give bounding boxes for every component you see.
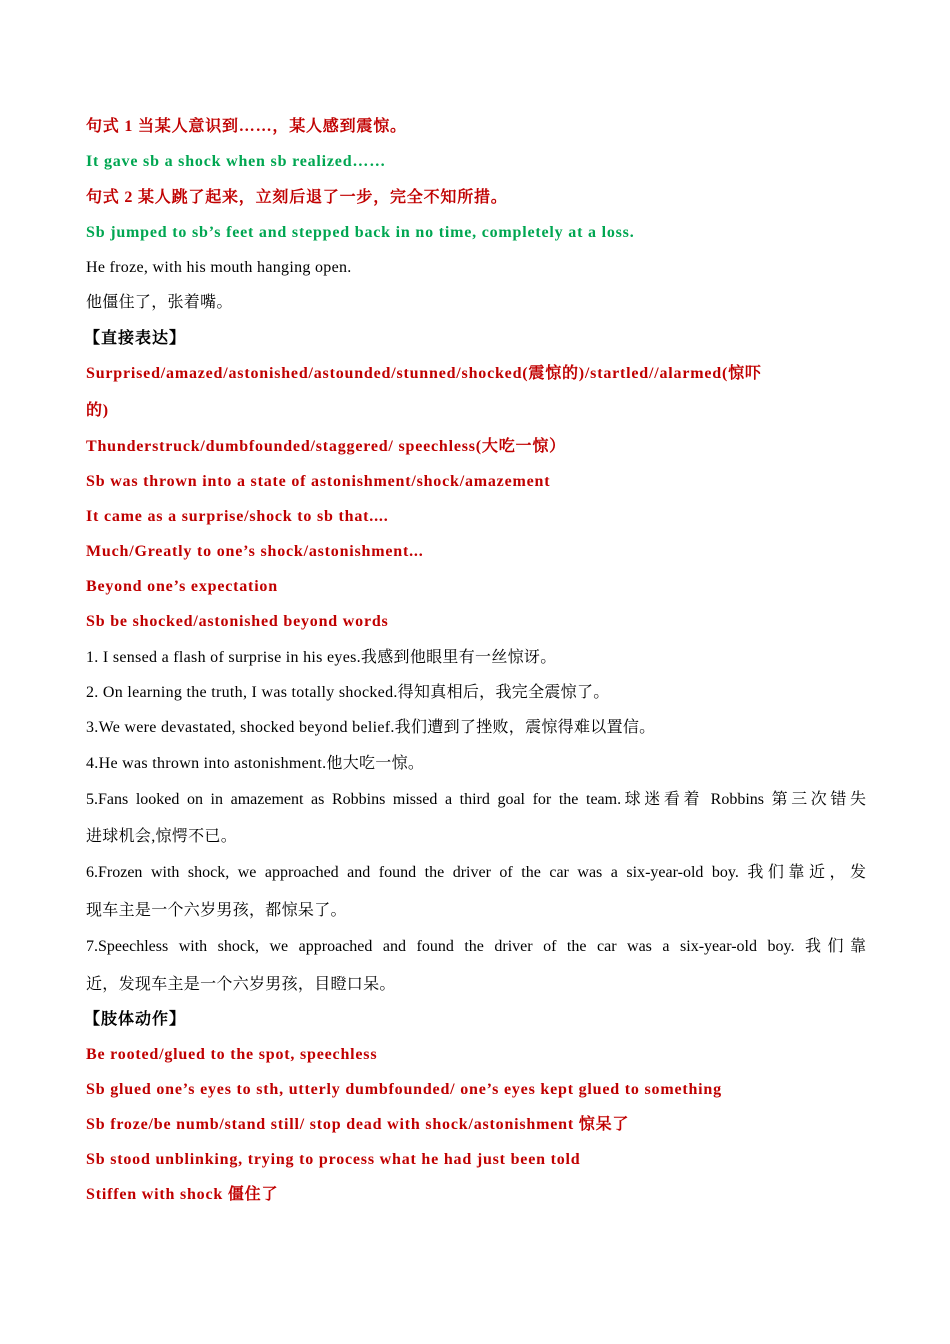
body-action-line: Be rooted/glued to the spot, speechless <box>86 1046 378 1063</box>
body-action-line: Sb glued one’s eyes to sth, utterly dumbfounded/ one’s eyes kept glued to something <box>86 1081 722 1098</box>
direct-expression-line: Much/Greatly to one’s shock/astonishment... <box>86 543 424 560</box>
direct-expression-line: Thunderstruck/dumbfounded/staggered/ speechless(大吃一惊） <box>86 438 566 455</box>
example-sentence: 1. I sensed a flash of surprise in his eyes.我感到他眼里有一丝惊讶。 <box>86 649 557 666</box>
direct-expression-line: It came as a surprise/shock to sb that.... <box>86 508 389 525</box>
example-sentence: 7.Speechless with shock, we approached and found the driver of the car was a six-year-old boy. 我们靠 <box>86 938 866 955</box>
example-sentence: 5.Fans looked on in amazement as Robbins missed a third goal for the team.球迷看着 Robbins 第三次错失 <box>86 791 866 808</box>
direct-expression-line: Beyond one’s expectation <box>86 578 278 595</box>
example-sentence: 6.Frozen with shock, we approached and found the driver of the car was a six-year-old boy. 我们靠近，发 <box>86 864 866 881</box>
section-heading-direct-expression: 【直接表达】 <box>84 330 187 347</box>
direct-expression-line: Surprised/amazed/astonished/astounded/stunned/shocked(震惊的)/startled//alarmed(惊吓 <box>86 365 762 382</box>
direct-expression-line: 的) <box>86 402 109 419</box>
direct-expression-line: Sb be shocked/astonished beyond words <box>86 613 389 630</box>
body-action-line: Sb stood unblinking, trying to process what he had just been told <box>86 1151 581 1168</box>
pattern-1-chinese: 句式 1 当某人意识到……，某人感到震惊。 <box>86 118 407 135</box>
pattern-1-english: It gave sb a shock when sb realized…… <box>86 153 386 170</box>
example-sentence: 4.He was thrown into astonishment.他大吃一惊。 <box>86 755 425 772</box>
section-heading-body-action: 【肢体动作】 <box>84 1011 187 1028</box>
example-sentence: 3.We were devastated, shocked beyond belief.我们遭到了挫败，震惊得难以置信。 <box>86 719 656 736</box>
pattern-2-chinese: 句式 2 某人跳了起来，立刻后退了一步，完全不知所措。 <box>86 189 508 206</box>
example-sentence-continued: 近，发现车主是一个六岁男孩，目瞪口呆。 <box>86 976 396 993</box>
example-english: He froze, with his mouth hanging open. <box>86 259 352 276</box>
body-action-line: Stiffen with shock 僵住了 <box>86 1186 279 1203</box>
direct-expression-line: Sb was thrown into a state of astonishment/shock/amazement <box>86 473 551 490</box>
example-sentence: 2. On learning the truth, I was totally shocked.得知真相后，我完全震惊了。 <box>86 684 610 701</box>
pattern-2-english: Sb jumped to sb’s feet and stepped back in no time, completely at a loss. <box>86 224 635 241</box>
body-action-line: Sb froze/be numb/stand still/ stop dead with shock/astonishment 惊呆了 <box>86 1116 630 1133</box>
example-sentence-continued: 现车主是一个六岁男孩，都惊呆了。 <box>86 902 347 919</box>
example-sentence-continued: 进球机会,惊愕不已。 <box>86 828 238 845</box>
example-chinese: 他僵住了，张着嘴。 <box>86 294 233 311</box>
